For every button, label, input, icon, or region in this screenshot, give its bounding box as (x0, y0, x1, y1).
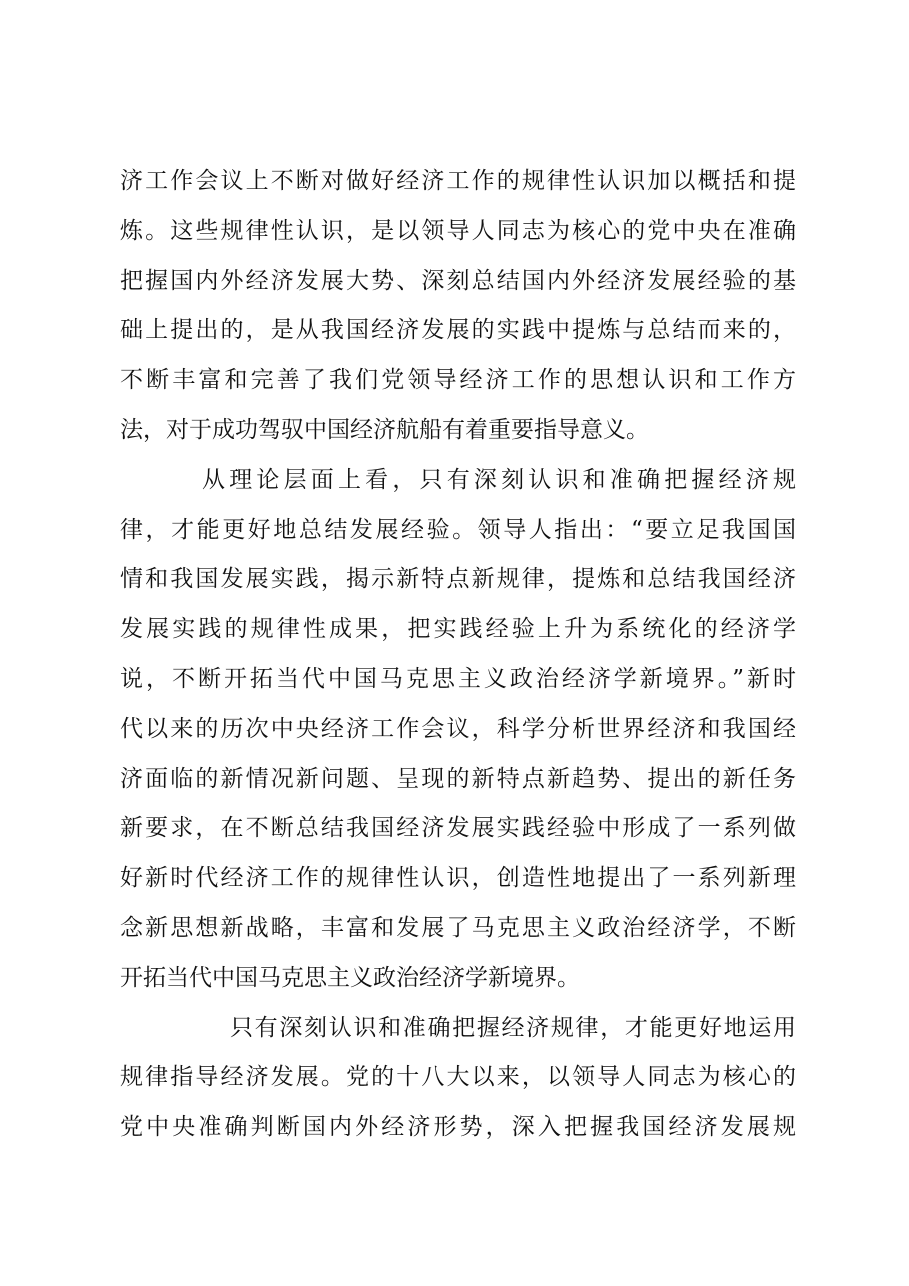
text-line: 础上提出的，是从我国经济发展的实践中提炼与总结而来的， (120, 317, 796, 344)
text-line: 把握国内外经济发展大势、深刻总结国内外经济发展经验的基 (120, 267, 796, 294)
text-line: 情和我国发展实践，揭示新特点新规律，提炼和总结我国经济 (120, 566, 796, 593)
text-line: 新要求，在不断总结我国经济发展实践经验中形成了一系列做 (120, 815, 796, 842)
text-line: 不断丰富和完善了我们党领导经济工作的思想认识和工作方 (120, 367, 796, 394)
paragraph-2 (120, 456, 796, 1004)
text-line: 炼。这些规律性认识，是以领导人同志为核心的党中央在准确 (120, 217, 796, 244)
text-line: 济工作会议上不断对做好经济工作的规律性认识加以概括和提 (120, 168, 796, 194)
text-line: 规律指导经济发展。党的十八大以来，以领导人同志为核心的 (120, 1064, 796, 1091)
text-line: 说，不断开拓当代中国马克思主义政治经济学新境界。”新时 (120, 665, 796, 692)
text-line: 法，对于成功驾驭中国经济航船有着重要指导意义。 (120, 416, 649, 443)
paragraph-1 (120, 157, 796, 456)
text-line: 只有深刻认识和准确把握经济规律，才能更好地运用 (230, 1014, 796, 1041)
paragraph-3 (120, 1004, 796, 1153)
document-body (120, 157, 796, 1153)
text-line: 从理论层面上看，只有深刻认识和准确把握经济规 (202, 466, 796, 493)
text-line: 律，才能更好地总结发展经验。领导人指出：“要立足我国国 (120, 516, 796, 543)
text-line: 济面临的新情况新问题、呈现的新特点新趋势、提出的新任务 (120, 765, 796, 792)
text-line: 好新时代经济工作的规律性认识，创造性地提出了一系列新理 (120, 865, 796, 892)
text-line: 开拓当代中国马克思主义政治经济学新境界。 (120, 964, 580, 991)
text-line: 代以来的历次中央经济工作会议，科学分析世界经济和我国经 (120, 715, 796, 742)
text-line: 发展实践的规律性成果，把实践经验上升为系统化的经济学 (120, 616, 796, 643)
text-line: 念新思想新战略，丰富和发展了马克思主义政治经济学，不断 (120, 914, 796, 941)
text-line: 党中央准确判断国内外经济形势，深入把握我国经济发展规 (120, 1114, 796, 1141)
